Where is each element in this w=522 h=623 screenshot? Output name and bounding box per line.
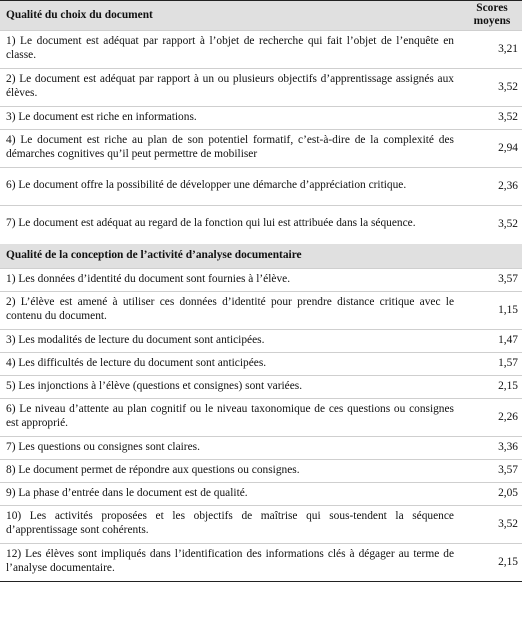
table-row [0, 292, 522, 330]
table-row [0, 269, 522, 292]
section-header-conception [0, 244, 522, 269]
score-value: 3,21 [462, 31, 522, 69]
score-value: 3,52 [462, 69, 522, 107]
score-value: 2,15 [462, 376, 522, 399]
table-row [0, 437, 522, 460]
section-title: Qualité de la conception de l’activité d’analyse documentaire [0, 244, 522, 269]
criterion-label: 4) Les difficultés de lecture du document sont anticipées. [0, 353, 462, 376]
score-value: 3,57 [462, 269, 522, 292]
score-value: 3,57 [462, 460, 522, 483]
table-row [0, 206, 522, 244]
scores-header-line1: Scores [476, 2, 508, 14]
criterion-label: 6) Le document offre la possibilité de développer une démarche d’appréciation critique. [0, 168, 462, 206]
criterion-label: 9) La phase d’entrée dans le document est de qualité. [0, 483, 462, 506]
criterion-label: 6) Le niveau d’attente au plan cognitif ou le niveau taxonomique de ces questions ou consignes est approprié. [0, 399, 462, 437]
scores-header-line2: moyens [473, 14, 511, 27]
table-row [0, 107, 522, 130]
table-row [0, 544, 522, 582]
table-row [0, 353, 522, 376]
table-row [0, 399, 522, 437]
score-value: 2,94 [462, 130, 522, 168]
score-value: 2,36 [462, 168, 522, 206]
table-row [0, 69, 522, 107]
criterion-label: 3) Les modalités de lecture du document sont anticipées. [0, 330, 462, 353]
table-row [0, 130, 522, 168]
criterion-label: 8) Le document permet de répondre aux questions ou consignes. [0, 460, 462, 483]
criterion-label: 10) Les activités proposées et les objectifs de maîtrise qui sous-tendent la séquence d’apprentissage sont cohérents. [0, 506, 462, 544]
table-row [0, 330, 522, 353]
criterion-label: 12) Les élèves sont impliqués dans l’identification des informations clés à dégager au terme de l’analyse documentaire. [0, 544, 462, 582]
score-value: 1,15 [462, 292, 522, 330]
table-row [0, 483, 522, 506]
criterion-label: 7) Les questions ou consignes sont claires. [0, 437, 462, 460]
table-row [0, 168, 522, 206]
criterion-label: 4) Le document est riche au plan de son potentiel formatif, c’est-à-dire de la complexité des démarches cognitives qu’il peut permettre de mobiliser [0, 130, 462, 168]
score-value: 2,26 [462, 399, 522, 437]
score-value: 1,47 [462, 330, 522, 353]
score-value: 3,52 [462, 206, 522, 244]
criterion-label: 1) Les données d’identité du document sont fournies à l’élève. [0, 269, 462, 292]
scores-column-header [462, 1, 522, 31]
score-value: 2,15 [462, 544, 522, 582]
score-value: 3,36 [462, 437, 522, 460]
table-row [0, 31, 522, 69]
score-value: 3,52 [462, 107, 522, 130]
score-value: 1,57 [462, 353, 522, 376]
table-row [0, 460, 522, 483]
criterion-label: 5) Les injonctions à l’élève (questions et consignes) sont variées. [0, 376, 462, 399]
score-value: 3,52 [462, 506, 522, 544]
table-row [0, 506, 522, 544]
criterion-label: 2) Le document est adéquat par rapport à un ou plusieurs objectifs d’apprentissage assignés aux élèves. [0, 69, 462, 107]
section-header-choix [0, 1, 522, 31]
criterion-label: 1) Le document est adéquat par rapport à l’objet de recherche qui fait l’objet de l’enquête en classe. [0, 31, 462, 69]
table-row [0, 376, 522, 399]
score-value: 2,05 [462, 483, 522, 506]
criterion-label: 2) L’élève est amené à utiliser ces données d’identité pour prendre distance critique avec le contenu du document. [0, 292, 462, 330]
criterion-label: 7) Le document est adéquat au regard de la fonction qui lui est attribuée dans la séquence. [0, 206, 462, 244]
section-title: Qualité du choix du document [0, 1, 462, 31]
criterion-label: 3) Le document est riche en informations. [0, 107, 462, 130]
